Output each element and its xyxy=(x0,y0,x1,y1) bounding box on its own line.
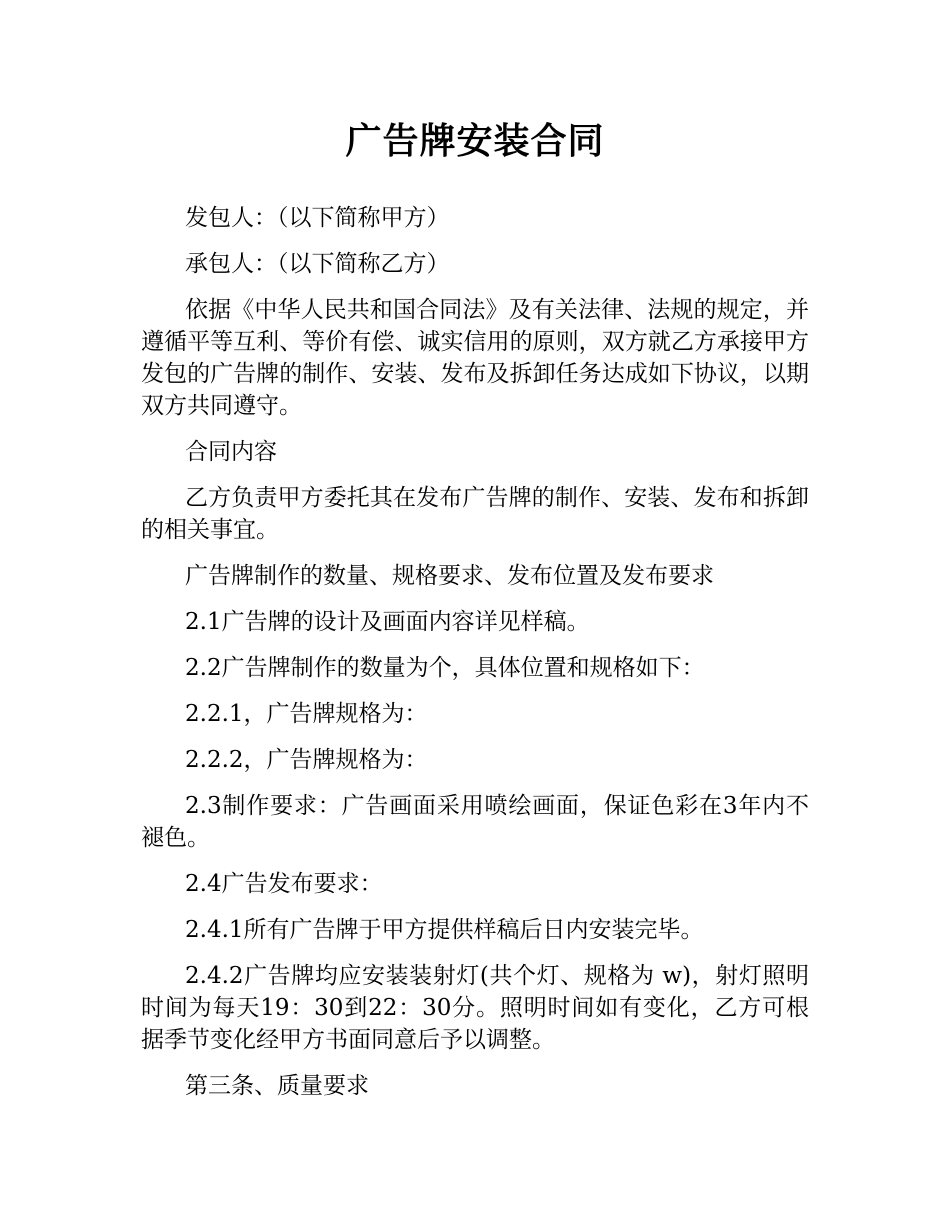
document-title: 广告牌安装合同 xyxy=(345,121,605,162)
clause-2-4-2: 2.4.2广告牌均应安装装射灯(共个灯、规格为 w)，射灯照明时间为每天19：30到22：30分。照明时间如有变化，乙方可根据季节变化经甲方书面同意后予以调整。 xyxy=(141,963,809,1053)
paragraph-preamble: 依据《中华人民共和国合同法》及有关法律、法规的规定，并遵循平等互利、等价有偿、诚实信用的原则，双方就乙方承接甲方发包的广告牌的制作、安装、发布及拆卸任务达成如下协议，以期双方共同遵守。 xyxy=(141,297,809,419)
paragraph-contractor-party: 发包人：（以下简称甲方） xyxy=(185,205,450,231)
section-heading-contract-content: 合同内容 xyxy=(185,439,277,465)
clause-2-2: 2.2广告牌制作的数量为个，具体位置和规格如下： xyxy=(185,655,705,681)
clause-2-2-2: 2.2.2，广告牌规格为： xyxy=(185,747,428,773)
clause-2-1: 2.1广告牌的设计及画面内容详见样稿。 xyxy=(185,609,590,635)
paragraph-scope: 乙方负责甲方委托其在发布广告牌的制作、安装、发布和拆卸的相关事宜。 xyxy=(141,485,809,543)
clause-2-2-1: 2.2.1，广告牌规格为： xyxy=(185,701,428,727)
paragraph-contractee-party: 承包人：（以下简称乙方） xyxy=(185,251,450,277)
clause-2-3: 2.3制作要求：广告画面采用喷绘画面，保证色彩在3年内不褪色。 xyxy=(141,793,809,851)
clause-2-4-1: 2.4.1所有广告牌于甲方提供样稿后日内安装完毕。 xyxy=(185,917,704,943)
section-heading-article-3: 第三条、质量要求 xyxy=(185,1073,369,1099)
section-heading-requirements: 广告牌制作的数量、规格要求、发布位置及发布要求 xyxy=(185,563,714,589)
document-body xyxy=(141,202,809,1116)
clause-2-4: 2.4广告发布要求： xyxy=(185,871,383,897)
